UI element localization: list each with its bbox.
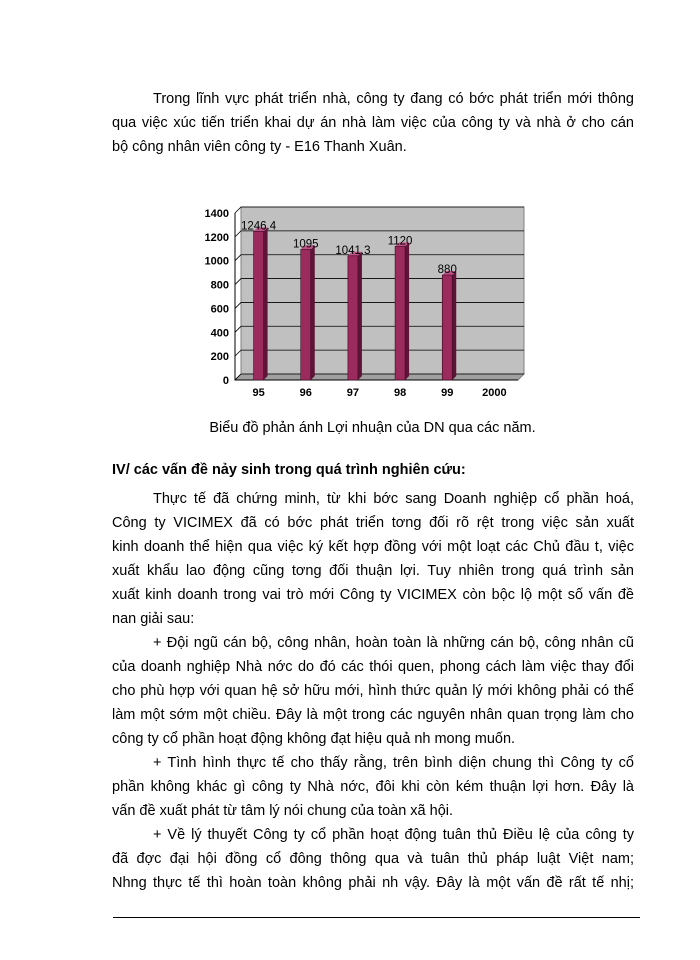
text-line: bộ công nhân viên công ty - E16 Thanh Xuân. xyxy=(112,139,407,155)
intro-paragraph xyxy=(112,87,634,159)
body-paragraphs xyxy=(112,487,634,895)
text-line: Công ty VICIMEX đã có bớc phát triển tơng đối rõ rệt trong việc sản xuất xyxy=(112,515,634,531)
y-tick-label: 800 xyxy=(210,279,229,292)
bar-side xyxy=(264,227,268,380)
data-label: 1095 xyxy=(292,238,319,251)
text-line: đã đợc đại hội đồng cổ đông thông qua và tuân thủ pháp luật Việt nam; xyxy=(112,851,634,867)
text-line: phần không khác gì công ty Nhà nớc, đôi khi còn kém thuận lợi hơn. Đây là xyxy=(112,779,634,795)
text-line: Trong lĩnh vực phát triển nhà, công ty đang có bớc phát triển mới thông xyxy=(153,91,634,107)
text-line: + Tình hình thực tế cho thấy rằng, trên bình diện chung thì Công ty cổ xyxy=(153,755,634,771)
gridline xyxy=(235,302,241,308)
y-tick-label: 200 xyxy=(210,351,229,364)
text-line: của doanh nghiệp Nhà nớc do đó các thói quen, phong cách làm việc thay đổi xyxy=(112,659,634,675)
text-line: + Đội ngũ cán bộ, công nhân, hoàn toàn là những cán bộ, công nhân cũ xyxy=(153,635,634,651)
bar xyxy=(254,231,264,380)
x-tick-label: 2000 xyxy=(482,387,507,399)
gridline xyxy=(235,207,241,213)
text-line: vấn đề xuất phát từ tâm lý nói chung của toàn xã hội. xyxy=(112,803,454,819)
data-label: 1246.4 xyxy=(240,220,277,233)
chart-caption: Biểu đồ phản ánh Lợi nhuận của DN qua các năm. xyxy=(209,420,536,436)
bar-side xyxy=(311,245,315,380)
x-tick-label: 95 xyxy=(252,387,265,399)
text-line: qua việc xúc tiến triển khai dự án nhà làm việc của công ty và nhà ở cho cán xyxy=(112,115,634,131)
bar xyxy=(301,249,311,380)
footer-rule xyxy=(113,917,640,918)
data-label: 1120 xyxy=(387,235,413,248)
text-line: Thực tế đã chứng minh, từ khi bớc sang Doanh nghiệp cổ phần hoá, xyxy=(153,491,634,507)
x-tick-label: 99 xyxy=(441,387,454,399)
plot-area xyxy=(241,207,524,374)
gridline xyxy=(235,350,241,356)
text-line: làm một sớm một chiều. Đây là một trong các nguyên nhân quan trọng làm cho xyxy=(112,707,634,723)
plot-floor xyxy=(235,374,524,380)
x-tick-label: 98 xyxy=(393,387,407,399)
text-line: xuất khẩu lao động cũng tơng đối thuận lợi. Tuy nhiên trong quá trình sản xyxy=(112,563,634,579)
y-tick-label: 600 xyxy=(210,303,229,316)
bar xyxy=(442,275,452,380)
section-heading: IV/ các vấn đề nảy sinh trong quá trình nghiên cứu: xyxy=(112,462,466,478)
y-tick-label: 0 xyxy=(222,375,229,387)
text-line: + Về lý thuyết Công ty cổ phần hoạt động tuân thủ Điều lệ của công ty xyxy=(153,827,634,843)
text-line: Nhng thực tế thì hoàn toàn không phải nh vậy. Đây là một vấn đề rất tế nhị; xyxy=(112,875,634,891)
data-label: 1041.3 xyxy=(335,244,371,257)
gridline xyxy=(235,279,241,285)
y-tick-label: 1400 xyxy=(204,208,229,220)
bar-side xyxy=(452,271,456,380)
text-line: công ty cổ phần hoạt động không đạt hiệu quả nh mong muốn. xyxy=(112,731,516,747)
x-tick-label: 97 xyxy=(346,387,360,399)
bar xyxy=(348,256,358,380)
profit-bar-chart xyxy=(195,205,535,405)
y-tick-label: 1000 xyxy=(204,255,229,268)
text-line: xuất kinh doanh trong vai trò mới Công ty VICIMEX còn bộc lộ một số vấn đề xyxy=(112,587,634,603)
bar xyxy=(395,246,405,380)
text-line: cho phù hợp với quan hệ sở hữu mới, hình thức quản lý mới không phải có thể xyxy=(112,683,634,699)
chart-grid xyxy=(235,207,524,380)
data-label: 880 xyxy=(437,264,457,277)
bar-side xyxy=(358,252,362,380)
x-tick-label: 96 xyxy=(299,387,312,399)
bar-side xyxy=(405,242,409,380)
text-line: kinh doanh thể hiện qua việc ký kết hợp đồng với một loạt các Chủ đầu t, việc xyxy=(112,539,634,555)
y-tick-label: 1200 xyxy=(204,231,229,244)
y-tick-label: 400 xyxy=(210,327,229,340)
gridline xyxy=(235,255,241,261)
text-line: nan giải sau: xyxy=(112,611,195,627)
gridline xyxy=(235,326,241,332)
